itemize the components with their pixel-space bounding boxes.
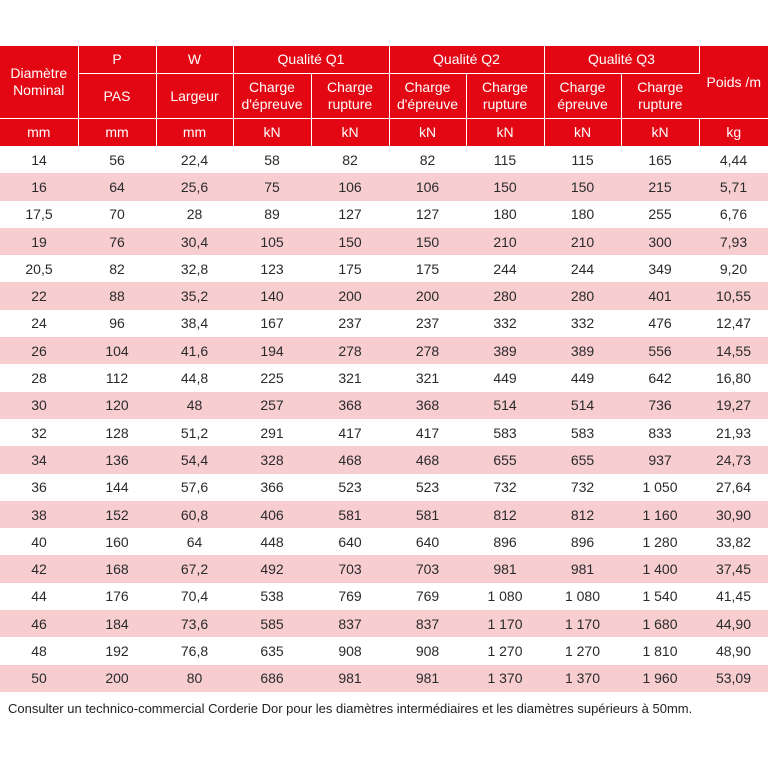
table-cell: 89 [233, 201, 311, 228]
table-cell: 1 050 [621, 474, 699, 501]
table-cell: 165 [621, 146, 699, 173]
table-cell: 56 [78, 146, 156, 173]
table-cell: 16,80 [699, 364, 768, 391]
table-cell: 44 [0, 583, 78, 610]
table-cell: 150 [389, 228, 466, 255]
table-cell: 88 [78, 282, 156, 309]
table-cell: 67,2 [156, 555, 233, 582]
table-cell: 160 [78, 528, 156, 555]
header-q1-charge-rupture: Charge rupture [311, 74, 389, 119]
table-cell: 48 [0, 637, 78, 664]
table-cell: 389 [466, 337, 544, 364]
unit-cell: kN [233, 119, 311, 147]
table-cell: 1 370 [544, 665, 621, 692]
table-cell: 523 [311, 474, 389, 501]
table-cell: 5,71 [699, 173, 768, 200]
table-cell: 41,45 [699, 583, 768, 610]
table-cell: 1 270 [466, 637, 544, 664]
table-cell: 32,8 [156, 255, 233, 282]
table-cell: 635 [233, 637, 311, 664]
table-cell: 27,64 [699, 474, 768, 501]
header-qualite-q1: Qualité Q1 [233, 46, 389, 74]
table-row [0, 201, 768, 228]
table-cell: 366 [233, 474, 311, 501]
table-cell: 51,2 [156, 419, 233, 446]
table-cell: 581 [311, 501, 389, 528]
table-cell: 180 [544, 201, 621, 228]
table-cell: 21,93 [699, 419, 768, 446]
table-cell: 448 [233, 528, 311, 555]
table-cell: 896 [544, 528, 621, 555]
table-cell: 44,8 [156, 364, 233, 391]
table-cell: 449 [544, 364, 621, 391]
table-cell: 194 [233, 337, 311, 364]
table-cell: 1 170 [544, 610, 621, 637]
table-cell: 769 [311, 583, 389, 610]
table-cell: 332 [466, 310, 544, 337]
table-cell: 33,82 [699, 528, 768, 555]
table-cell: 981 [466, 555, 544, 582]
table-cell: 152 [78, 501, 156, 528]
table-cell: 82 [78, 255, 156, 282]
table-cell: 417 [311, 419, 389, 446]
table-cell: 46 [0, 610, 78, 637]
table-cell: 4,44 [699, 146, 768, 173]
table-cell: 769 [389, 583, 466, 610]
table-cell: 120 [78, 392, 156, 419]
header-q3-charge-epreuve: Charge épreuve [544, 74, 621, 119]
header-pas: PAS [78, 74, 156, 119]
table-cell: 6,76 [699, 201, 768, 228]
table-cell: 655 [466, 446, 544, 473]
table-cell: 1 400 [621, 555, 699, 582]
table-cell: 255 [621, 201, 699, 228]
table-cell: 837 [389, 610, 466, 637]
table-cell: 35,2 [156, 282, 233, 309]
unit-cell: kN [544, 119, 621, 147]
table-row [0, 337, 768, 364]
header-w: W [156, 46, 233, 74]
table-cell: 476 [621, 310, 699, 337]
footnote: Consulter un technico-commercial Corderie Dor pour les diamètres intermédiaires et les diamètres supérieurs à 50mm. [8, 701, 693, 716]
header-largeur: Largeur [156, 74, 233, 119]
table-cell: 200 [311, 282, 389, 309]
table-cell: 981 [544, 555, 621, 582]
table-cell: 112 [78, 364, 156, 391]
table-row [0, 392, 768, 419]
table-cell: 30,90 [699, 501, 768, 528]
table-cell: 896 [466, 528, 544, 555]
table-cell: 106 [311, 173, 389, 200]
table-cell: 180 [466, 201, 544, 228]
table-cell: 96 [78, 310, 156, 337]
table-row [0, 637, 768, 664]
table-cell: 19,27 [699, 392, 768, 419]
table-cell: 210 [544, 228, 621, 255]
table-cell: 237 [389, 310, 466, 337]
table-cell: 36 [0, 474, 78, 501]
table-cell: 80 [156, 665, 233, 692]
table-cell: 168 [78, 555, 156, 582]
table-row [0, 282, 768, 309]
table-cell: 703 [389, 555, 466, 582]
table-cell: 833 [621, 419, 699, 446]
table-cell: 200 [389, 282, 466, 309]
table-cell: 321 [311, 364, 389, 391]
table-cell: 280 [544, 282, 621, 309]
table-header [0, 46, 768, 146]
table-row [0, 446, 768, 473]
table-cell: 58 [233, 146, 311, 173]
table-cell: 328 [233, 446, 311, 473]
table-row [0, 665, 768, 692]
table-cell: 53,09 [699, 665, 768, 692]
table-cell: 812 [544, 501, 621, 528]
header-diametre-nominal: Diamètre Nominal [0, 46, 78, 119]
table-cell: 38 [0, 501, 78, 528]
table-row [0, 501, 768, 528]
table-cell: 389 [544, 337, 621, 364]
header-qualite-q2: Qualité Q2 [389, 46, 544, 74]
table-cell: 812 [466, 501, 544, 528]
table-cell: 244 [466, 255, 544, 282]
unit-cell: mm [78, 119, 156, 147]
table-cell: 1 810 [621, 637, 699, 664]
table-row [0, 528, 768, 555]
header-qualite-q3: Qualité Q3 [544, 46, 699, 74]
table-cell: 16 [0, 173, 78, 200]
table-cell: 175 [389, 255, 466, 282]
table-cell: 321 [389, 364, 466, 391]
table-row [0, 364, 768, 391]
table-cell: 105 [233, 228, 311, 255]
table-row [0, 310, 768, 337]
table-cell: 24,73 [699, 446, 768, 473]
table-cell: 332 [544, 310, 621, 337]
table-cell: 167 [233, 310, 311, 337]
table-cell: 492 [233, 555, 311, 582]
table-cell: 908 [311, 637, 389, 664]
table-cell: 48 [156, 392, 233, 419]
table-cell: 70,4 [156, 583, 233, 610]
unit-cell: kg [699, 119, 768, 147]
table-cell: 176 [78, 583, 156, 610]
table-row [0, 419, 768, 446]
table-cell: 417 [389, 419, 466, 446]
table-cell: 22 [0, 282, 78, 309]
table-cell: 937 [621, 446, 699, 473]
table-cell: 54,4 [156, 446, 233, 473]
table-cell: 640 [389, 528, 466, 555]
header-poids: Poids /m [699, 46, 768, 119]
table-cell: 123 [233, 255, 311, 282]
table-cell: 20,5 [0, 255, 78, 282]
table-cell: 215 [621, 173, 699, 200]
table-cell: 401 [621, 282, 699, 309]
table-cell: 1 160 [621, 501, 699, 528]
table-cell: 175 [311, 255, 389, 282]
table-body [0, 146, 768, 692]
table-cell: 300 [621, 228, 699, 255]
table-cell: 192 [78, 637, 156, 664]
table-cell: 25,6 [156, 173, 233, 200]
table-cell: 538 [233, 583, 311, 610]
table-cell: 257 [233, 392, 311, 419]
table-cell: 585 [233, 610, 311, 637]
table-cell: 1 080 [544, 583, 621, 610]
table-cell: 583 [466, 419, 544, 446]
table-cell: 41,6 [156, 337, 233, 364]
header-q1-charge-epreuve: Charge d'épreuve [233, 74, 311, 119]
table-cell: 210 [466, 228, 544, 255]
header-q2-charge-epreuve: Charge d'épreuve [389, 74, 466, 119]
table-cell: 514 [466, 392, 544, 419]
table-cell: 278 [311, 337, 389, 364]
table-cell: 14 [0, 146, 78, 173]
table-cell: 150 [544, 173, 621, 200]
table-cell: 278 [389, 337, 466, 364]
table-cell: 150 [466, 173, 544, 200]
table-row [0, 610, 768, 637]
table-cell: 514 [544, 392, 621, 419]
table-cell: 30,4 [156, 228, 233, 255]
table-cell: 368 [311, 392, 389, 419]
table-cell: 28 [0, 364, 78, 391]
table-cell: 70 [78, 201, 156, 228]
table-cell: 184 [78, 610, 156, 637]
table-cell: 732 [544, 474, 621, 501]
table-cell: 640 [311, 528, 389, 555]
table-cell: 200 [78, 665, 156, 692]
table-cell: 981 [311, 665, 389, 692]
table-cell: 349 [621, 255, 699, 282]
unit-cell: mm [0, 119, 78, 147]
table-cell: 10,55 [699, 282, 768, 309]
table-cell: 22,4 [156, 146, 233, 173]
table-cell: 981 [389, 665, 466, 692]
table-cell: 28 [156, 201, 233, 228]
table-cell: 908 [389, 637, 466, 664]
unit-cell: kN [621, 119, 699, 147]
table-cell: 244 [544, 255, 621, 282]
table-cell: 17,5 [0, 201, 78, 228]
table-cell: 237 [311, 310, 389, 337]
unit-cell: mm [156, 119, 233, 147]
table-cell: 556 [621, 337, 699, 364]
unit-cell: kN [311, 119, 389, 147]
table-cell: 150 [311, 228, 389, 255]
table-cell: 468 [311, 446, 389, 473]
table-cell: 1 270 [544, 637, 621, 664]
table-cell: 703 [311, 555, 389, 582]
table-cell: 136 [78, 446, 156, 473]
table-cell: 127 [389, 201, 466, 228]
table-cell: 42 [0, 555, 78, 582]
table-cell: 523 [389, 474, 466, 501]
table-cell: 732 [466, 474, 544, 501]
table-cell: 19 [0, 228, 78, 255]
table-cell: 12,47 [699, 310, 768, 337]
table-cell: 642 [621, 364, 699, 391]
table-cell: 64 [78, 173, 156, 200]
table-cell: 82 [389, 146, 466, 173]
table-cell: 38,4 [156, 310, 233, 337]
table-cell: 581 [389, 501, 466, 528]
table-cell: 1 370 [466, 665, 544, 692]
table-row [0, 173, 768, 200]
table-cell: 1 280 [621, 528, 699, 555]
table-cell: 225 [233, 364, 311, 391]
table-cell: 115 [544, 146, 621, 173]
table-cell: 76 [78, 228, 156, 255]
table-cell: 368 [389, 392, 466, 419]
table-cell: 291 [233, 419, 311, 446]
table-cell: 57,6 [156, 474, 233, 501]
table-cell: 26 [0, 337, 78, 364]
table-cell: 655 [544, 446, 621, 473]
table-cell: 1 080 [466, 583, 544, 610]
table-row [0, 255, 768, 282]
table-cell: 75 [233, 173, 311, 200]
table-cell: 115 [466, 146, 544, 173]
table-cell: 40 [0, 528, 78, 555]
table-cell: 1 680 [621, 610, 699, 637]
table-cell: 736 [621, 392, 699, 419]
table-row [0, 474, 768, 501]
table-cell: 106 [389, 173, 466, 200]
table-cell: 280 [466, 282, 544, 309]
table-cell: 449 [466, 364, 544, 391]
table-cell: 104 [78, 337, 156, 364]
table-cell: 837 [311, 610, 389, 637]
table-cell: 1 170 [466, 610, 544, 637]
table-cell: 24 [0, 310, 78, 337]
table-cell: 14,55 [699, 337, 768, 364]
table-cell: 7,93 [699, 228, 768, 255]
table-cell: 76,8 [156, 637, 233, 664]
table-cell: 9,20 [699, 255, 768, 282]
unit-cell: kN [466, 119, 544, 147]
table-cell: 686 [233, 665, 311, 692]
table-row [0, 228, 768, 255]
table-cell: 50 [0, 665, 78, 692]
table-cell: 32 [0, 419, 78, 446]
table-cell: 73,6 [156, 610, 233, 637]
header-q2-charge-rupture: Charge rupture [466, 74, 544, 119]
table-cell: 44,90 [699, 610, 768, 637]
table-cell: 64 [156, 528, 233, 555]
units-row [0, 119, 768, 147]
table-cell: 30 [0, 392, 78, 419]
table-row [0, 583, 768, 610]
table-cell: 1 960 [621, 665, 699, 692]
chain-specs-table [0, 46, 768, 692]
table-cell: 37,45 [699, 555, 768, 582]
unit-cell: kN [389, 119, 466, 147]
table-cell: 127 [311, 201, 389, 228]
header-p: P [78, 46, 156, 74]
table-cell: 140 [233, 282, 311, 309]
table-cell: 583 [544, 419, 621, 446]
table-cell: 82 [311, 146, 389, 173]
header-q3-charge-rupture: Charge rupture [621, 74, 699, 119]
table-cell: 468 [389, 446, 466, 473]
table-cell: 406 [233, 501, 311, 528]
table-cell: 128 [78, 419, 156, 446]
table-row [0, 146, 768, 173]
table-row [0, 555, 768, 582]
table-cell: 34 [0, 446, 78, 473]
table-cell: 1 540 [621, 583, 699, 610]
table-cell: 144 [78, 474, 156, 501]
table-cell: 60,8 [156, 501, 233, 528]
table-cell: 48,90 [699, 637, 768, 664]
